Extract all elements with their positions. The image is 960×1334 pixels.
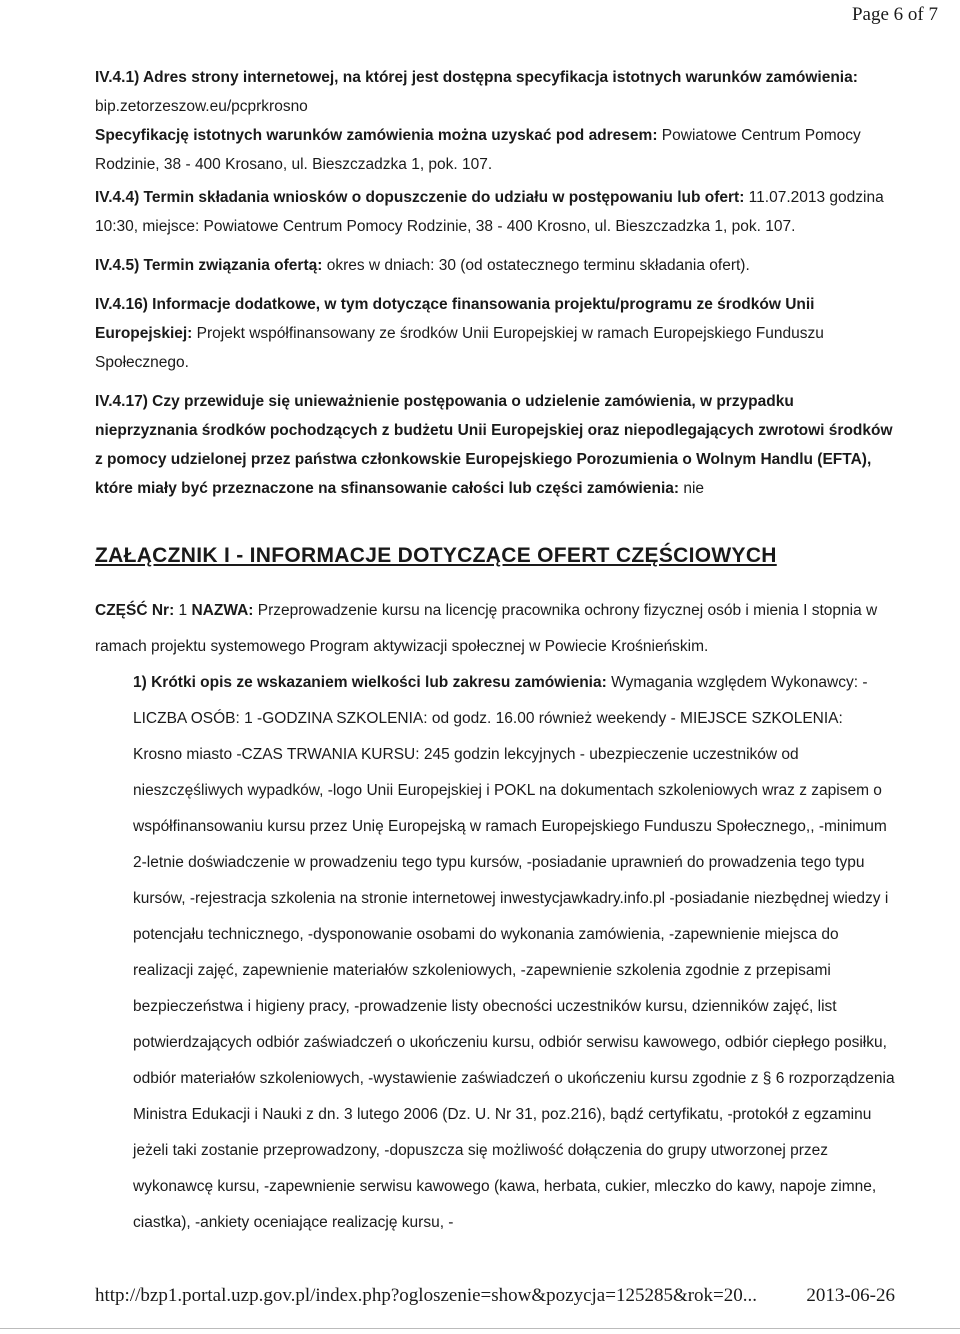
description-label: 1) Krótki opis ze wskazaniem wielkości lub zakresu zamówienia: — [133, 674, 607, 691]
section-specification-address — [95, 121, 895, 179]
footer-date: 2013-06-26 — [806, 1285, 895, 1306]
part-label: CZĘŚĆ Nr: — [95, 602, 175, 619]
part-name — [95, 593, 895, 665]
section-text: Powiatowe Centrum Pomocy Rodzinie, 38 - 400 Krosano, ul. Bieszczadzka 1, pok. 107. — [95, 127, 861, 173]
section-label: IV.4.5) Termin związania ofertą: — [95, 257, 323, 274]
section-label: IV.4.17) Czy przewiduje się unieważnienie postępowania o udzielenie zamówienia, w przypadku nieprzyznania środków pochodzących z budżetu Unii Europejskiej oraz niepodlegających zwrotowi środków z pomocy udzielonej przez państwa członkowskie Europejskiego Porozumienia o Wolnym Handlu (EFTA), które miały być przeznaczone na sfinansowanie całości lub części zamówienia: — [95, 393, 893, 497]
section-label: IV.4.1) Adres strony internetowej, na której jest dostępna specyfikacja istotnych warunków zamówienia: — [95, 69, 858, 86]
section-text: bip.zetorzeszow.eu/pcprkrosno — [95, 98, 308, 115]
section-text: 11.07.2013 godzina 10:30, miejsce: Powiatowe Centrum Pomocy Rodzinie, 38 - 400 Krosno, ul. Bieszczadzka 1, pok. 107. — [95, 189, 884, 235]
section-text: Projekt współfinansowany ze środków Unii Europejskiej w ramach Europejskiego Funduszu Społecznego. — [95, 325, 824, 371]
print-footer — [95, 1285, 895, 1307]
bottom-divider — [0, 1328, 960, 1329]
section-label: IV.4.16) Informacje dodatkowe, w tym dotyczące finansowania projektu/programu ze środków Unii Europejskiej: — [95, 296, 815, 342]
section-label: IV.4.4) Termin składania wniosków o dopuszczenie do udziału w postępowaniu lub ofert: — [95, 189, 745, 206]
footer-url: http://bzp1.portal.uzp.gov.pl/index.php?ogloszenie=show&pozycja=125285&rok=20... — [95, 1285, 758, 1306]
section-iv-4-1 — [95, 63, 895, 121]
document-body — [95, 63, 895, 1241]
attachment-heading: ZAŁĄCZNIK I - INFORMACJE DOTYCZĄCE OFERT CZĘŚCIOWYCH — [95, 544, 777, 567]
section-iv-4-4 — [95, 183, 895, 241]
page-number: Page 6 of 7 — [851, 4, 938, 25]
part-number: 1 — [174, 602, 192, 619]
section-label: Specyfikację istotnych warunków zamówienia można uzyskać pod adresem: — [95, 127, 658, 144]
short-description — [133, 665, 895, 1241]
section-text: okres w dniach: 30 (od ostatecznego terminu składania ofert). — [322, 257, 750, 274]
description-text: Wymagania względem Wykonawcy: -LICZBA OSÓB: 1 -GODZINA SZKOLENIA: od godz. 16.00 również weekendy - MIEJSCE SZKOLENIA: Krosno miasto -CZAS TRWANIA KURSU: 245 godzin lekcyjnych - ubezpieczenie uczestników od nieszczęśliwych wypadków, -logo Unii Europejskiej i POKL na dokumentach szkoleniowych wraz z zapisem o współfinansowaniu kursu przez Unię Europejską w ramach Europejskiego Funduszu Społecznego,, -minimum 2-letnie doświadczenie w prowadzeniu tego typu kursów, -posiadanie uprawnień do prowadzenia tego typu kursów, -rejestracja szkolenia na stronie internetowej inwestycjawkadry.info.pl -posiadanie niezbędnej wiedzy i potencjału technicznego, -dysponowanie osobami do wykonania zamówienia, -zapewnienie miejsca do realizacji zajęć, zapewnienie materiałów szkoleniowych, -zapewnienie szkolenia zgodnie z przepisami bezpieczeństwa i higieny pracy, -prowadzenie listy obecności uczestników kursu, dzienników zajęć, list potwierdzających odbiór zaświadczeń o ukończeniu kursu, odbiór serwisu kawowego, odbiór ciepłego posiłku, odbiór materiałów szkoleniowych, -wystawienie zaświadczeń o ukończeniu kursu zgodnie z § 6 rozporządzenia Ministra Edukacji i Nauki z dn. 3 lutego 2006 (Dz. U. Nr 31, poz.216), bądź certyfikatu, -protokół z egzaminu jeżeli taki zostanie przeprowadzony, -dopuszcza się możliwość dołączenia do grupy utworzonej przez wykonawcę kursu, -zapewnienie serwisu kawowego (kawa, herbata, cukier, mleczko do kawy, napoje zimne, ciastka), -ankiety oceniające realizację kursu, - — [133, 674, 895, 1231]
section-iv-4-5 — [95, 251, 895, 280]
section-iv-4-17 — [95, 387, 895, 503]
name-text: Przeprowadzenie kursu na licencję pracownika ochrony fizycznej osób i mienia I stopnia w ramach projektu systemowego Program aktywizacji społecznej w Powiecie Krośnieńskim. — [95, 602, 878, 655]
section-text: nie — [679, 480, 705, 497]
name-label: NAZWA: — [191, 602, 254, 619]
section-iv-4-16 — [95, 290, 895, 377]
